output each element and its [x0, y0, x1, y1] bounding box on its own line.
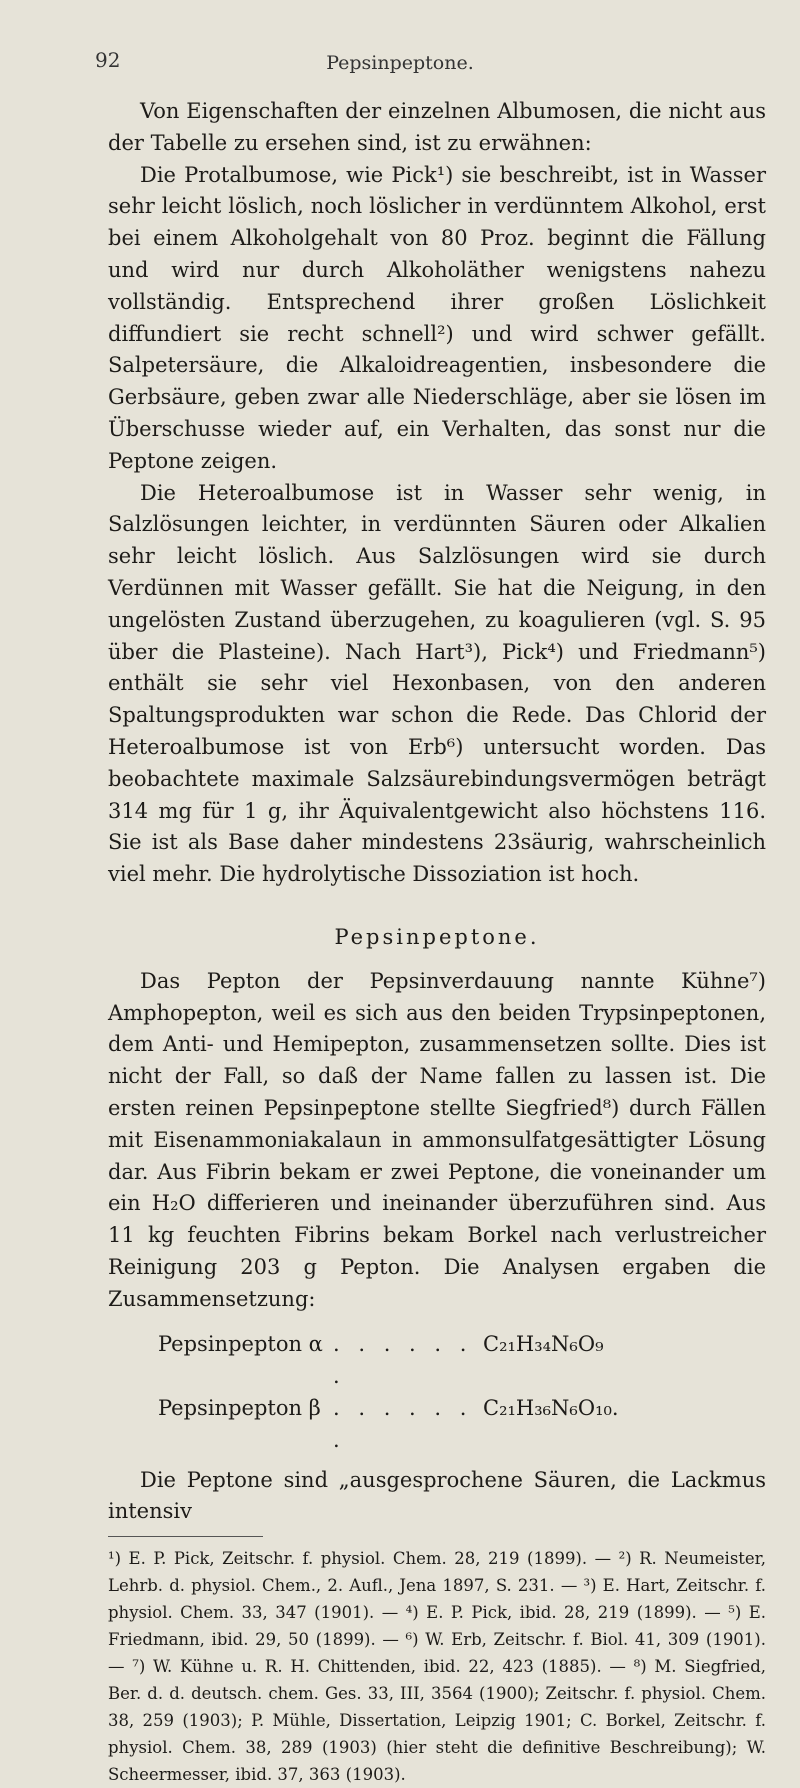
- section-heading: Pepsinpeptone.: [334, 924, 540, 949]
- paragraph-intro: Von Eigenschaften der einzelnen Albumosen, die nicht aus der Tabelle zu ersehen sind, ist zu erwähnen:: [108, 99, 766, 155]
- body-text: [108, 96, 766, 1788]
- paragraph-peptone-acids: Die Peptone sind „ausgesprochene Säuren, die Lackmus intensiv: [108, 1467, 766, 1524]
- paragraph-heteroalbumose: Die Heteroalbumose ist in Wasser sehr wenig, in Salzlösungen leichter, in verdünnten Säuren oder Alkalien sehr leicht löslich. Aus Salzlösungen wird sie durch Verdünnen mit Wasser gefällt. Sie hat die Neigung, in den ungelösten Zustand überzugehen, zu koagulieren (vgl. S. 95 über die Plasteine). Nach Hart³), Pick⁴) und Friedmann⁵) enthält sie sehr viel Hexonbasen, von den anderen Spaltungsprodukten war schon die Rede. Das Chlorid der Heteroalbumose ist von Erb⁶) untersucht worden. Das beobachtete maximale Salzsäurebindungsvermögen beträgt 314 mg für 1 g, ihr Äquivalentgewicht also höchstens 116. Sie ist als Base daher mindestens 23säurig, wahrscheinlich viel mehr. Die hydrolytische Dissoziation ist hoch.: [108, 480, 766, 887]
- formula-leader: . . . . . . .: [333, 1396, 473, 1452]
- paragraph-pepton: Das Pepton der Pepsinverdauung nannte Kühne⁷) Amphopepton, weil es sich aus den beiden Trypsinpeptonen, dem Anti- und Hemipepton, zusammensetzen sollte. Dies ist nicht der Fall, so daß der Name fallen zu lassen ist. Die ersten reinen Pepsinpeptone stellte Siegfried⁸) durch Fällen mit Eisenammoniakalaun in ammonsulfatgesättigter Lösung dar. Aus Fibrin bekam er zwei Peptone, die voneinander um ein H₂O differieren und ineinander überzuführen sind. Aus 11 kg feuchten Fibrins bekam Borkel nach verlustreicher Reinigung 203 g Pepton. Die Analysen ergaben die Zusammensetzung:: [108, 968, 766, 1311]
- formula-value: C₂₁H₃₆N₆O₁₀.: [483, 1396, 619, 1421]
- formula-name: Pepsinpepton β: [158, 1396, 321, 1421]
- footnote-rule: [108, 1536, 263, 1537]
- formula-leader: . . . . . . .: [333, 1332, 473, 1389]
- paragraph-protalbumose: Die Protalbumose, wie Pick¹) sie beschreibt, ist in Wasser sehr leicht löslich, noch löslicher in verdünntem Alkohol, erst bei einem Alkoholgehalt von 80 Proz. beginnt die Fällung und wird nur durch Alkoholäther wenigstens nahezu vollständig. Entsprechend ihrer großen Löslichkeit diffundiert sie recht schnell²) und wird schwer gefällt. Salpetersäure, die Alkaloidreagentien, insbesondere die Gerbsäure, geben zwar alle Niederschläge, aber sie lösen im Überschusse wieder auf, ein Verhalten, das sonst nur die Peptone zeigen.: [108, 162, 766, 473]
- formula-name: Pepsinpepton α: [158, 1332, 323, 1357]
- formula-value: C₂₁H₃₄N₆O₉: [483, 1332, 604, 1357]
- running-title: Pepsinpeptone.: [326, 52, 474, 74]
- footnotes: ¹) E. P. Pick, Zeitschr. f. physiol. Chem. 28, 219 (1899). — ²) R. Neumeister, Lehrb. d. physiol. Chem., 2. Aufl., Jena 1897, S. 231. — ³) E. Hart, Zeitschr. f. physiol. Chem. 33, 347 (1901). — ⁴) E. P. Pick, ibid. 28, 219 (1899). — ⁵) E. Friedmann, ibid. 29, 50 (1899). — ⁶) W. Erb, Zeitschr. f. Biol. 41, 309 (1901). — ⁷) W. Kühne u. R. H. Chittenden, ibid. 22, 423 (1885). — ⁸) M. Siegfried, Ber. d. d. deutsch. chem. Ges. 33, III, 3564 (1900); Zeitschr. f. physiol. Chem. 38, 259 (1903); P. Mühle, Dissertation, Leipzig 1901; C. Borkel, Zeitschr. f. physiol. Chem. 38, 289 (1903) (hier steht die definitive Beschreibung); W. Scheermesser, ibid. 37, 363 (1903).: [108, 1549, 766, 1785]
- formula-row: [108, 1329, 766, 1393]
- page-header: [0, 48, 800, 78]
- page-number: 92: [95, 48, 121, 72]
- formula-list: [108, 1329, 766, 1456]
- formula-row: [108, 1393, 766, 1457]
